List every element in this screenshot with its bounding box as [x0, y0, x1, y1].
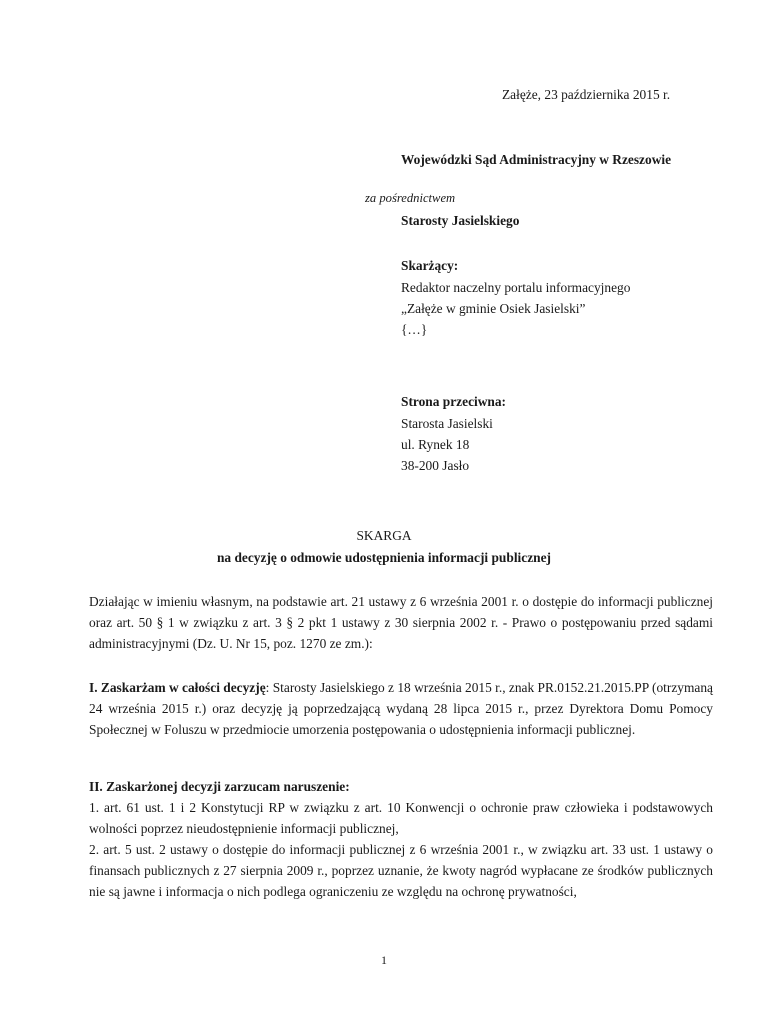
intro-text: Działając w imieniu własnym, na podstawie art. 21 ustawy z 6 września 2001 r. o dostępie do informacji publicznej oraz art. 50 § 1 w związku z art. 3 § 2 pkt 1 ustawy z 30 sierpnia 2002 r. - Prawo o postępowaniu przed sądami administracyjnymi (Dz. U. Nr 15, poz. 1270 ze zm.):: [89, 594, 713, 651]
page-number: 1: [381, 953, 387, 967]
opponent-heading: Strona przeciwna:: [401, 394, 507, 409]
opponent-block: [401, 391, 506, 476]
document-title: SKARGA: [356, 528, 412, 543]
complainant-line: {…}: [401, 322, 428, 337]
section-2: [89, 776, 713, 902]
via-label: za pośrednictwem: [365, 191, 456, 205]
intro-paragraph: [89, 591, 713, 654]
court-name: Wojewódzki Sąd Administracyjny w Rzeszowie: [401, 152, 672, 167]
complainant-line: Redaktor naczelny portalu informacyjnego: [401, 280, 631, 295]
section-1: [89, 677, 713, 740]
complainant-block: [401, 255, 630, 340]
opponent-line: ul. Rynek 18: [401, 437, 470, 452]
complainant-heading: Skarżący:: [401, 258, 459, 273]
section-1-text: [89, 677, 713, 740]
section-2-item: 2. art. 5 ust. 2 ustawy o dostępie do informacji publicznej z 6 września 2001 r., w związku art. 33 ust. 1 ustawy o finansach publicznych z 27 sierpnia 2009 r., poprzez uznanie, że kwoty nagród wypłacane ze środków publicznych nie są jawne i informacja o nich podlega ograniczeniu ze względu na ochronę prywatności,: [89, 842, 713, 899]
via-office: Starosty Jasielskiego: [401, 213, 520, 228]
document-subtitle: na decyzję o odmowie udostępnienia informacji publicznej: [216, 550, 551, 565]
complainant-line: „Załęże w gminie Osiek Jasielski”: [401, 301, 586, 316]
opponent-line: Starosta Jasielski: [401, 416, 493, 431]
section-2-item: 1. art. 61 ust. 1 i 2 Konstytucji RP w związku z art. 10 Konwencji o ochronie praw człowieka i podstawowych wolności poprzez nieudostępnienie informacji publicznej,: [89, 800, 713, 836]
section-1-lead: I. Zaskarżam w całości decyzję: [89, 680, 266, 695]
opponent-line: 38-200 Jasło: [401, 458, 470, 473]
section-2-heading: II. Zaskarżonej decyzji zarzucam naruszenie:: [89, 779, 350, 794]
document-date: Załęże, 23 października 2015 r.: [502, 87, 671, 102]
section-1-body: : Starosty Jasielskiego z 18 września 2015 r., znak PR.0152.21.2015.PP (otrzymaną 24 września 2015 r.) oraz decyzję ją poprzedzającą wydaną 28 lipca 2015 r., przez Dyrektora Domu Pomocy Społecznej w Foluszu w przedmiocie umorzenia postępowania o udostępnienia informacji publicznej.: [89, 680, 713, 737]
